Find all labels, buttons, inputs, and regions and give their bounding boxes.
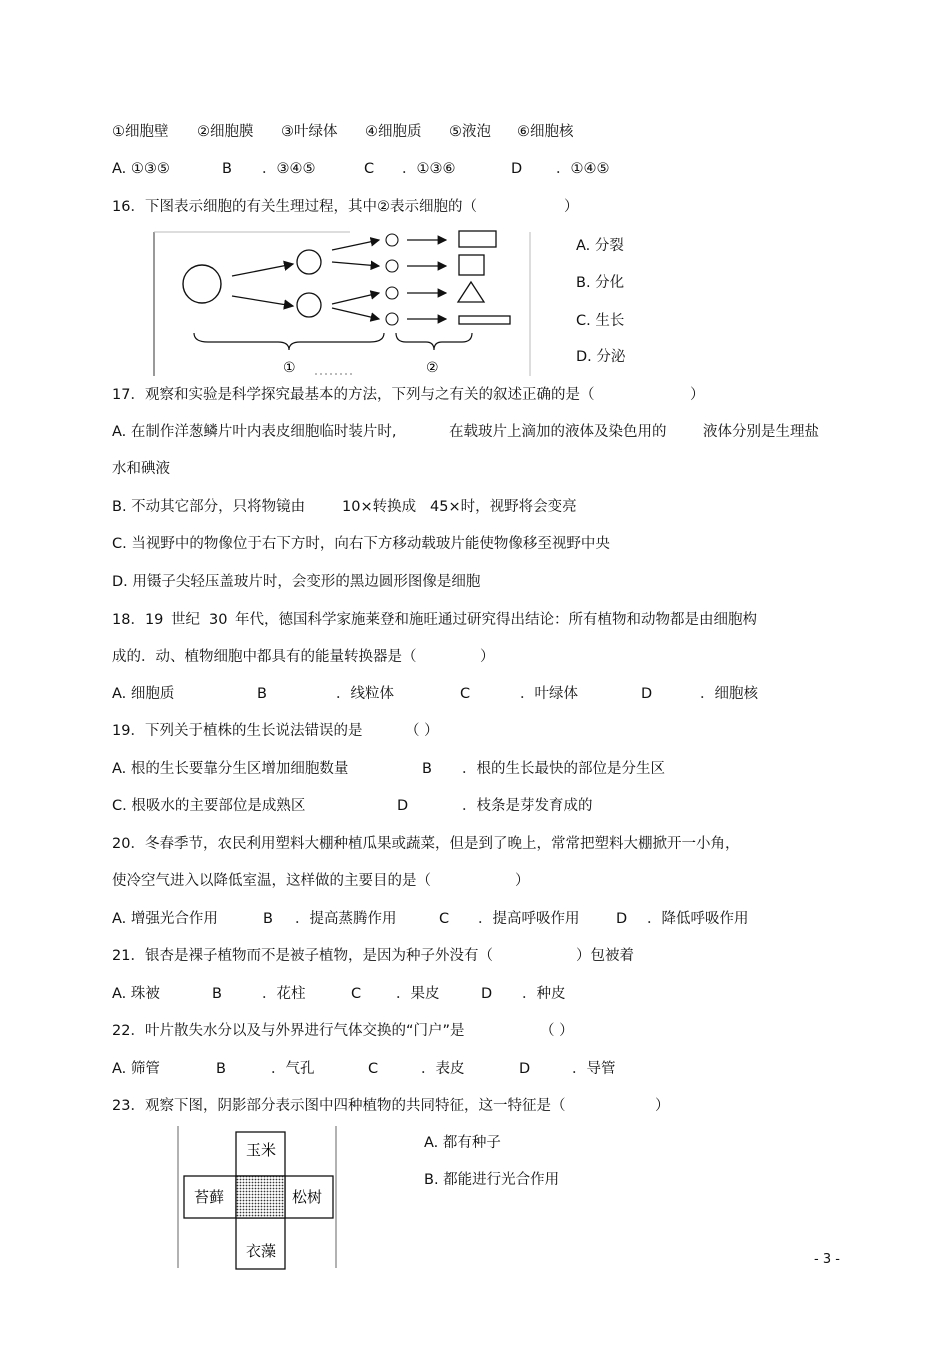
q15-item: ⑥细胞核 bbox=[517, 124, 574, 140]
arrow bbox=[332, 308, 379, 319]
question-text: 30 bbox=[209, 612, 228, 628]
label-top: 玉米 bbox=[246, 1141, 277, 1159]
option-letter: D bbox=[511, 161, 523, 177]
option-letter: B bbox=[263, 911, 273, 927]
question-text: 16．下图表示细胞的有关生理过程，其中②表示细胞的（ bbox=[112, 199, 477, 215]
question-text: ）包被着 bbox=[576, 948, 634, 964]
option-letter: C bbox=[351, 986, 362, 1002]
option-letter: D bbox=[481, 986, 493, 1002]
q16-option-b: B. 分化 bbox=[576, 275, 625, 291]
arrow bbox=[232, 296, 293, 306]
arrow bbox=[332, 240, 379, 250]
option-d-text: ．①④⑤ bbox=[556, 161, 610, 177]
option-a-text: A. 在制作洋葱鳞片叶内表皮细胞临时装片时, bbox=[112, 424, 397, 440]
paren: （ ） bbox=[540, 1023, 574, 1039]
q15-item: ⑤液泡 bbox=[449, 124, 491, 140]
triangle-cell bbox=[458, 282, 484, 302]
brace-2 bbox=[396, 333, 472, 350]
paren-close: ） bbox=[564, 199, 579, 215]
option-letter: D bbox=[519, 1061, 531, 1077]
q23-option-a: A. 都有种子 bbox=[424, 1135, 501, 1151]
q16-option-c: C. 生长 bbox=[576, 313, 625, 329]
paren-close: ） bbox=[515, 873, 530, 889]
question-text: 18．19 bbox=[112, 612, 164, 628]
figure-label-2: ② bbox=[426, 360, 439, 376]
question-text: 22．叶片散失水分以及与外界进行气体交换的“门户”是 bbox=[112, 1023, 465, 1039]
q17-option-d: D. 用镊子尖轻压盖玻片时，会变形的黑边圆形图像是细胞 bbox=[112, 574, 481, 590]
option-c-text: ．果皮 bbox=[396, 986, 440, 1002]
q15-item: ②细胞膜 bbox=[197, 124, 254, 140]
paren: （ ） bbox=[405, 723, 439, 739]
option-a: A. 珠被 bbox=[112, 986, 160, 1002]
option-c-text: ．叶绿体 bbox=[520, 686, 578, 702]
q15-item: ③叶绿体 bbox=[281, 124, 338, 140]
option-a: A. 增强光合作用 bbox=[112, 911, 218, 927]
option-b-text: 45×时，视野将会变亮 bbox=[430, 499, 577, 515]
option-a-text: 液体分别是生理盐 bbox=[703, 424, 819, 440]
q20-stem: 20．冬春季节，农民利用塑料大棚种植瓜果或蔬菜，但是到了晚上，常常把塑料大棚掀开一小角， bbox=[112, 836, 740, 852]
wide-rectangle-cell bbox=[459, 231, 496, 247]
paren-close: ） bbox=[655, 1098, 670, 1114]
question-text: 19．下列关于植株的生长说法错误的是 bbox=[112, 723, 363, 739]
label-left: 苔藓 bbox=[194, 1188, 225, 1206]
option-letter: D bbox=[641, 686, 653, 702]
question-text: 23．观察下图，阴影部分表示图中四种植物的共同特征，这一特征是（ bbox=[112, 1098, 566, 1114]
small-cell bbox=[386, 287, 398, 299]
q16-option-a: A. 分裂 bbox=[576, 238, 624, 254]
small-cell bbox=[386, 260, 398, 272]
question-text: 使冷空气进入以降低室温，这样做的主要目的是（ bbox=[112, 873, 431, 889]
question-text: 17．观察和实验是科学探究最基本的方法，下列与之有关的叙述正确的是（ bbox=[112, 387, 595, 403]
option-b-text: 10×转换成 bbox=[342, 499, 417, 515]
q17-option-c: C. 当视野中的物像位于右下方时，向右下方移动载玻片能使物像移至视野中央 bbox=[112, 536, 610, 552]
option-letter: C bbox=[460, 686, 471, 702]
option-letter: B bbox=[212, 986, 222, 1002]
option-letter: B bbox=[222, 161, 232, 177]
option-a: A. 根的生长要靠分生区增加细胞数量 bbox=[112, 761, 349, 777]
arrow bbox=[232, 264, 293, 276]
option-c-text: ．表皮 bbox=[421, 1061, 465, 1077]
option-c-text: ．提高呼吸作用 bbox=[478, 911, 580, 927]
question-text: 世纪 bbox=[171, 612, 200, 628]
option-b-text: ．③④⑤ bbox=[262, 161, 316, 177]
question-text: 年代，德国科学家施莱登和施旺通过研究得出结论：所有植物和动物都是由细胞构 bbox=[235, 612, 757, 628]
option-d-text: ．细胞核 bbox=[700, 686, 758, 702]
q16-option-d: D. 分泌 bbox=[576, 349, 626, 365]
label-right: 松树 bbox=[292, 1188, 323, 1206]
option-letter: C bbox=[439, 911, 450, 927]
question-text: 21．银杏是裸子植物而不是被子植物，是因为种子外没有（ bbox=[112, 948, 493, 964]
q15-item: ①细胞壁 bbox=[112, 124, 169, 140]
option-d-text: ．种皮 bbox=[522, 986, 566, 1002]
page-number: - 3 - bbox=[814, 1252, 840, 1267]
option-letter: B bbox=[257, 686, 267, 702]
option-letter: D bbox=[397, 798, 409, 814]
option-b-text: ．根的生长最快的部位是分生区 bbox=[462, 761, 665, 777]
paren-close: ） bbox=[480, 649, 495, 665]
q17-option-a-line2: 水和碘液 bbox=[112, 461, 170, 477]
arrow bbox=[332, 293, 379, 304]
option-b-text: ．提高蒸腾作用 bbox=[295, 911, 397, 927]
figure-label-1: ① bbox=[283, 360, 296, 376]
daughter-cell bbox=[297, 250, 321, 274]
option-letter: B bbox=[422, 761, 432, 777]
option-d-text: ．降低呼吸作用 bbox=[647, 911, 749, 927]
brace-1 bbox=[194, 333, 384, 350]
option-letter: D bbox=[616, 911, 628, 927]
option-letter: C bbox=[368, 1061, 379, 1077]
option-d-text: ．枝条是芽发育成的 bbox=[462, 798, 593, 814]
option-b-text: ．花柱 bbox=[262, 986, 306, 1002]
parent-cell bbox=[183, 265, 221, 303]
option-a: A. ①③⑤ bbox=[112, 161, 170, 177]
label-bottom: 衣藻 bbox=[246, 1242, 277, 1260]
option-c-text: ．①③⑥ bbox=[402, 161, 456, 177]
option-a: A. 细胞质 bbox=[112, 686, 175, 702]
plant-cross-figure bbox=[176, 1124, 341, 1270]
option-letter: C bbox=[364, 161, 375, 177]
daughter-cell bbox=[297, 293, 321, 317]
small-cell bbox=[386, 234, 398, 246]
small-cell bbox=[386, 313, 398, 325]
cell-process-figure bbox=[150, 228, 535, 378]
q23-option-b: B. 都能进行光合作用 bbox=[424, 1172, 560, 1188]
option-a: A. 筛管 bbox=[112, 1061, 160, 1077]
option-letter: B bbox=[216, 1061, 226, 1077]
paren-close: ） bbox=[690, 387, 705, 403]
arrow bbox=[332, 262, 379, 266]
question-text: 成的．动、植物细胞中都具有的能量转换器是（ bbox=[112, 649, 417, 665]
shaded-intersection bbox=[236, 1176, 285, 1218]
long-rectangle-cell bbox=[459, 316, 510, 324]
square-cell bbox=[459, 255, 484, 275]
q15-item: ④细胞质 bbox=[365, 124, 422, 140]
option-d-text: ．导管 bbox=[572, 1061, 616, 1077]
option-b-text: B. 不动其它部分，只将物镜由 bbox=[112, 499, 306, 515]
option-b-text: ．线粒体 bbox=[336, 686, 394, 702]
option-a-text: 在载玻片上滴加的液体及染色用的 bbox=[449, 424, 667, 440]
option-c: C. 根吸水的主要部位是成熟区 bbox=[112, 798, 306, 814]
option-b-text: ．气孔 bbox=[271, 1061, 315, 1077]
